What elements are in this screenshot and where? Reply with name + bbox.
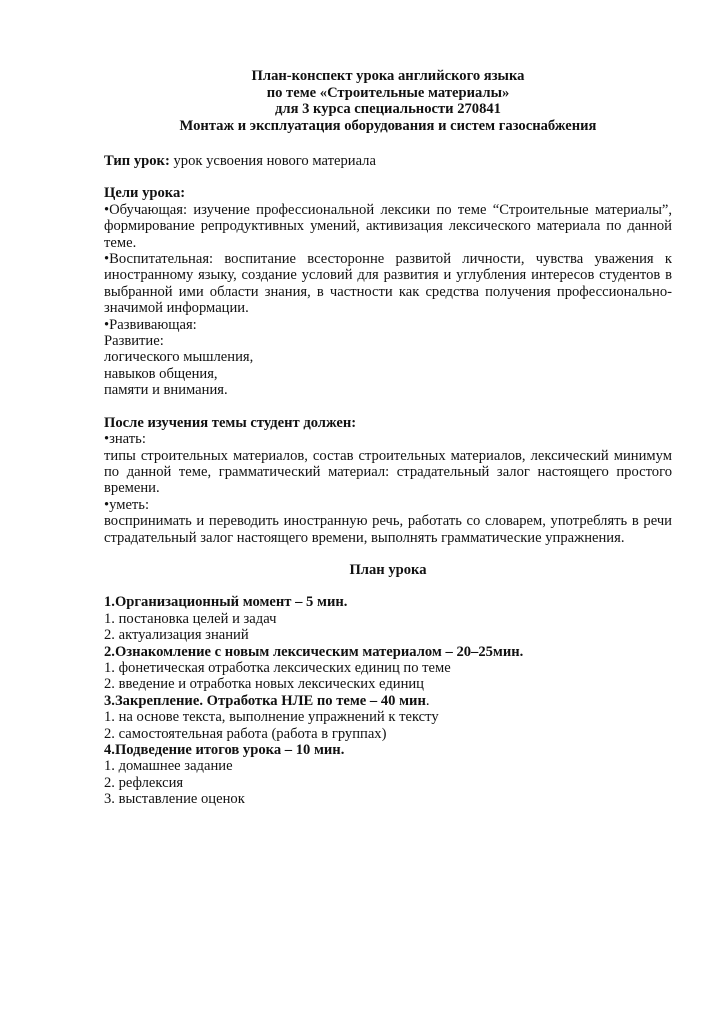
- plan-stage-item: 2. самостоятельная работа (работа в группах): [104, 725, 387, 742]
- goals-heading: Цели урока:: [104, 185, 186, 202]
- outcomes-heading: После изучения темы студент должен:: [104, 414, 357, 431]
- plan-stage-item: 3. выставление оценок: [104, 791, 245, 808]
- document-body: [104, 153, 672, 808]
- goal-developing: •Развивающая:: [104, 316, 197, 333]
- spacer: [104, 399, 672, 415]
- lesson-type-label: Тип урок:: [104, 153, 170, 169]
- plan-stage-title: 4.Подведение итогов урока – 10 мин.: [104, 742, 345, 758]
- development-item: логического мышления,: [104, 349, 254, 366]
- lesson-type-value: урок усвоения нового материала: [169, 153, 376, 169]
- development-label: Развитие:: [104, 333, 164, 350]
- plan-stage-item: 2. актуализация знаний: [104, 627, 249, 644]
- spacer: [104, 169, 672, 185]
- plan-stage-item: 1. постановка целей и задач: [104, 610, 277, 627]
- know-label: •знать:: [104, 431, 146, 448]
- plan-stage-item: 1. фонетическая отработка лексических единиц по теме: [104, 659, 451, 676]
- lesson-type: [104, 153, 672, 169]
- plan-stage-title: 1.Организационный момент – 5 мин.: [104, 594, 348, 611]
- document-title: [104, 68, 672, 134]
- able-label: •уметь:: [104, 496, 150, 513]
- development-item: памяти и внимания.: [104, 382, 228, 399]
- title-line-4: Монтаж и эксплуатация оборудования и систем газоснабжения: [179, 117, 597, 134]
- plan-stage-title: 2.Ознакомление с новым лексическим материалом – 20–25мин.: [104, 643, 524, 660]
- plan-stage-item: 2. введение и отработка новых лексических единиц: [104, 676, 424, 693]
- plan-heading: План урока: [349, 561, 427, 578]
- plan-stage-item: 1. домашнее задание: [104, 758, 233, 775]
- spacer: [104, 546, 672, 562]
- plan-stage-item: 2. рефлексия: [104, 774, 184, 791]
- plan-stage-item: 1. на основе текста, выполнение упражнений к тексту: [104, 709, 439, 726]
- know-text: типы строительных материалов, состав строительных материалов, лексический минимум по данной теме, грамматический материал: страдательный залог настоящего простого времени.: [104, 447, 672, 497]
- plan-stage-title: 3.Закрепление. Отработка НЛЕ по теме – 40 мин.: [104, 692, 430, 709]
- title-line-3: для 3 курса специальности 270841: [275, 101, 501, 118]
- able-text: воспринимать и переводить иностранную речь, работать со словарем, употреблять в речи страдательный залог настоящего времени, выполнять грамматические упражнения.: [104, 513, 672, 546]
- title-line-2: по теме «Строительные материалы»: [266, 84, 510, 101]
- development-item: навыков общения,: [104, 365, 218, 382]
- spacer: [104, 578, 672, 594]
- goal-educational: •Обучающая: изучение профессиональной лексики по теме “Строительные материалы”, формирование репродуктивных умений, активизация лексического материала по данной теме.: [104, 201, 672, 251]
- goal-upbringing: •Воспитательная: воспитание всесторонне развитой личности, чувства уважения к иностранному языку, создание условий для развития и углубления интересов студентов в выбранной ими области знания, в частности как средства получения профессионально-значимой информации.: [104, 251, 672, 317]
- title-line-1: План-конспект урока английского языка: [251, 68, 525, 84]
